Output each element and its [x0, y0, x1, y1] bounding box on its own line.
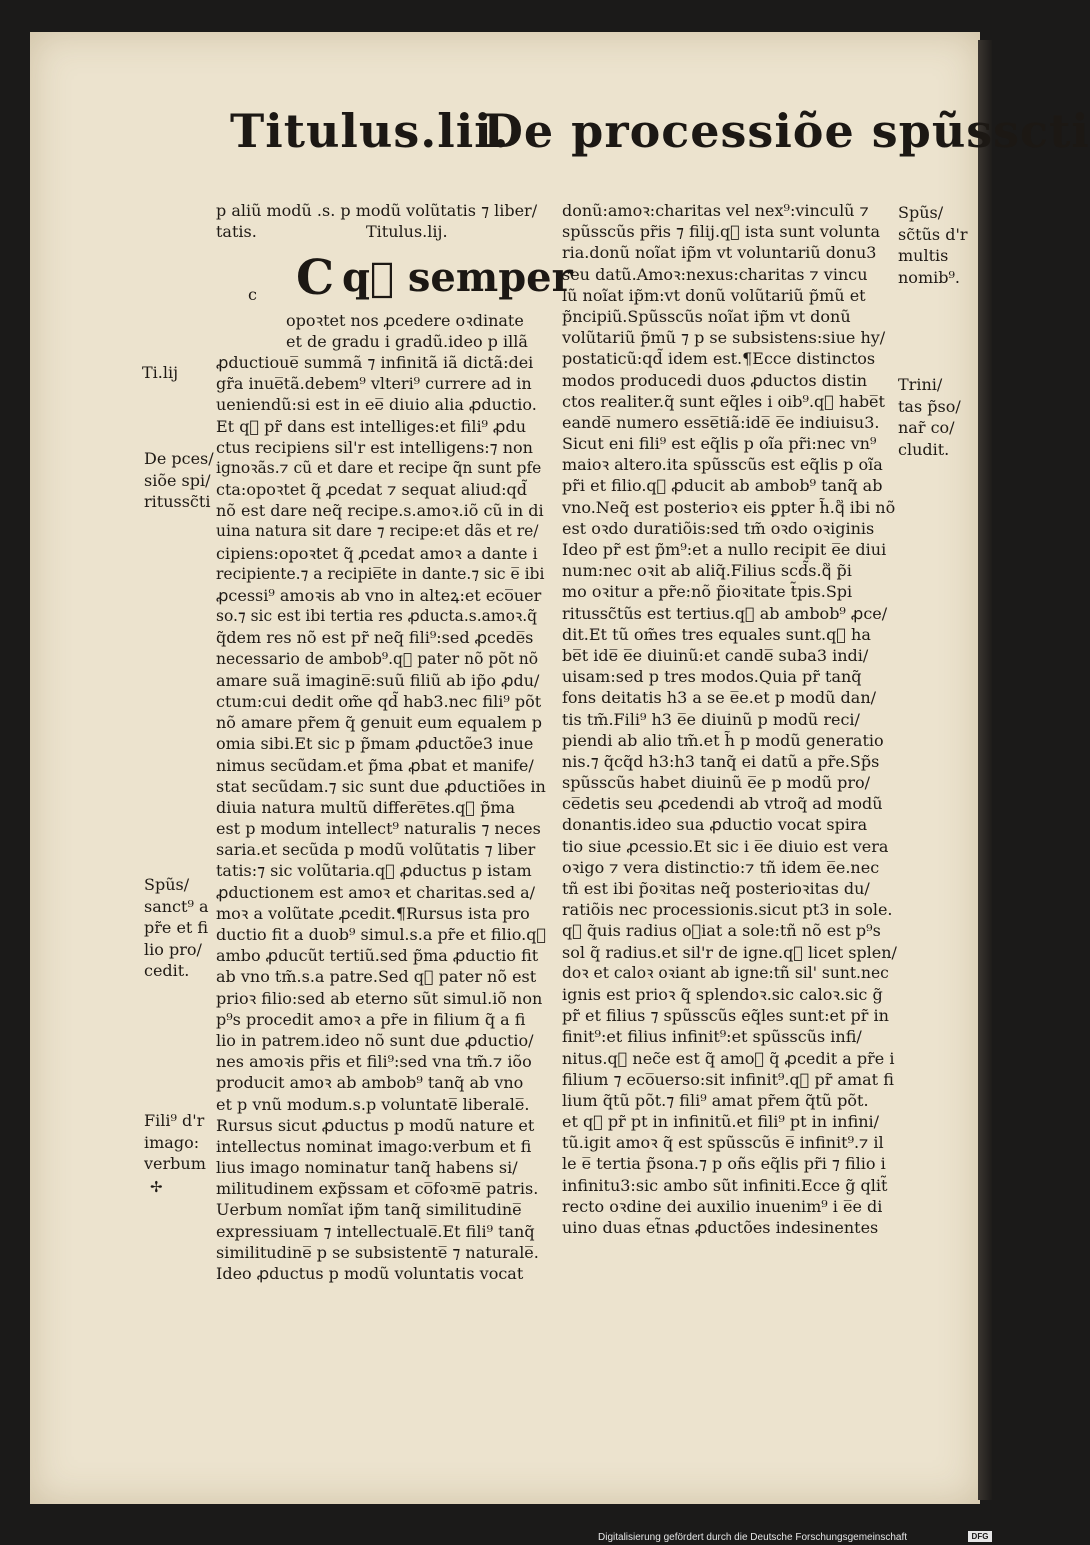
text-line: gr̃a inue̅tã.debem⁹ vlteri⁹ currere ad in [216, 374, 532, 394]
text-line: doꝛ et caloꝛ oꝛiant ab igne:tñ sil' sunt.nec [562, 963, 889, 982]
text-line: ria.donũ noĩat ip̃m vt voluntariũ donu3 [562, 243, 877, 263]
text-line: tñ est ibi p̃oꝛitas neq̃ posterioꝛitas du/ [562, 879, 870, 898]
text-line: tũ.igit amoꝛ q̃ est spũsscũs e̅ infinit⁹.⁊ il [562, 1133, 884, 1153]
text-line: ratiõis nec processionis.sicut pt3 in sole. [562, 900, 893, 920]
text-line: similitudine̅ p se subsistente̅ ⁊ naturale̅. [216, 1242, 539, 1262]
text-line: recipiente.⁊ a recipie̅te in dante.⁊ sic e̅ ibi [216, 564, 545, 583]
text-line: piendi ab alio tm̃.et h̃ p modũ generatio [562, 730, 884, 750]
margin-note-line: De pces/ [144, 449, 214, 468]
text-line: modos producedi duos ꝓductos distin [562, 370, 868, 390]
text-line: stat secũdam.⁊ sic sunt due ꝓductiões in [216, 776, 546, 796]
text-line: vno.Neq̃ est posterioꝛ eis ꝑpter h̃.q᷑ ibi nõ [562, 497, 896, 517]
text-line: finit⁹:et filius infinit⁹:et spũsscũs infi/ [562, 1027, 862, 1047]
margin-note-line: siõe spi/ [144, 470, 211, 490]
text-line: donantis.ideo sua ꝓductio vocat spira [562, 815, 868, 835]
text-line: volũtariũ p̃mũ ⁊ p se subsistens:siue hy/ [562, 328, 886, 348]
text-line: q᷑ q̃uis radius oꝛiat a sole:tñ nõ est p⁹s [562, 921, 881, 941]
text-line: ctus recipiens sil'r est intelligens:⁊ non [216, 437, 533, 457]
margin-note-line: imago: [144, 1132, 200, 1152]
text-line: uino duas et̃nas ꝓductões indesinentes [562, 1218, 879, 1237]
text-line: Uerbum nomĩat ip̃m tanq̃ similitudine̅ [216, 1200, 522, 1220]
text-line: ductio fit a duob⁹ simul.s.a pr̃e et filio.q᷑ [216, 925, 547, 944]
text-line: lio in patrem.ideo nõ sunt due ꝓductio/ [216, 1030, 534, 1050]
margin-note-line: nomib⁹. [898, 267, 960, 287]
running-head-title-number: Titulus.lii. [230, 104, 510, 158]
text-line: tatis. [216, 222, 257, 242]
margin-note-spirit-names [898, 202, 968, 288]
text-line: pr̃i et filio.q᷑ ꝓducit ab ambob⁹ tanq̃ ab [562, 476, 883, 496]
chapter-title [216, 221, 546, 242]
text-line: ambo ꝓducũt tertiũ.sed p̃ma ꝓductio fit [216, 946, 539, 966]
text-line: maioꝛ altero.ita spũsscũs est eq̃lis p oĩa [562, 455, 883, 475]
text-line: est oꝛdo duratiõis:sed tm̃ oꝛdo oꝛiginis [562, 518, 875, 538]
margin-note-line: Spũs/ [144, 875, 190, 894]
text-line: nimus secũdam.et p̃ma ꝓbat et manife/ [216, 755, 534, 775]
text-line: et p vnũ modum.s.p voluntate̅ liberale̅. [216, 1094, 530, 1114]
text-line: necessario de ambob⁹.q᷑ pater nõ põt nõ [216, 649, 539, 668]
opening-words: q᷑ semper [342, 253, 573, 301]
text-line: p̃ncipiũ.Spũsscũs noĩat ip̃m vt donũ [562, 306, 851, 326]
text-line: ctos realiter.q̃ sunt eq̃les i oib⁹.q᷑ habe̅t [562, 391, 885, 411]
initial-letter: C [296, 249, 335, 306]
text-line: Rursus sicut ꝓductus p modũ nature et [216, 1115, 535, 1135]
text-line: intellectus nominat imago:verbum et fi [216, 1136, 532, 1156]
text-line: so.⁊ sic est ibi tertia res ꝓducta.s.amoꝛ.q̃ [216, 607, 538, 626]
text-line: donũ:amoꝛ:charitas vel nex⁹:vinculũ ⁊ [562, 201, 869, 220]
margin-note-spirit-proceeds [144, 874, 208, 982]
text-line: prioꝛ filio:sed ab eterno sũt simul.iõ non [216, 988, 543, 1008]
text-line: uisam:sed p tres modos.Quia pr̃ tanq̃ [562, 667, 862, 687]
margin-note-line: nar̃ co/ [898, 418, 955, 437]
text-line: dit.Et tũ om̃es tres equales sunt.q᷑ ha [562, 624, 871, 644]
text-line: mo oꝛitur a pr̃e:nõ p̃ioꝛitate t̃pis.Spi [562, 582, 853, 602]
text-line: fons deitatis h3 a se e̅e.et p modũ dan/ [562, 688, 877, 708]
text-line: opoꝛtet nos ꝓcedere oꝛdinate [286, 310, 524, 330]
text-line: ce̅detis seu ꝓcedendi ab vtroq̃ ad modũ [562, 794, 883, 814]
right-text-column [562, 200, 897, 1238]
left-text-column [216, 200, 573, 1284]
margin-note-title-ref [142, 362, 178, 384]
text-line: tis tm̃.Fili⁹ h3 e̅e diuinũ p modũ reci/ [562, 709, 860, 729]
text-line: eande̅ numero esse̅tiã:ide̅ e̅e indiuisu3. [562, 412, 880, 432]
text-line: ritussc̃tũs est tertius.q᷑ ab ambob⁹ ꝓce/ [562, 603, 888, 623]
text-line: omia sibi.Et sic p p̃mam ꝓductõe3 inue [216, 734, 534, 754]
text-line: be̅t ide̅ e̅e diuinũ:et cande̅ suba3 indi/ [562, 645, 869, 665]
page-edge [978, 40, 992, 1500]
text-line: expressiuam ⁊ intellectuale̅.Et fili⁹ tanq̃ [216, 1221, 535, 1241]
text-line: tio siue ꝓcessio.Et sic i e̅e diuio est vera [562, 836, 889, 856]
text-line: cta:opoꝛtet q̃ ꝓcedat ⁊ sequat aliud:qd̃ [216, 480, 528, 500]
text-line: Ideo ꝓductus p modũ voluntatis vocat [216, 1264, 524, 1283]
margin-note-line: tas p̃so/ [898, 396, 961, 416]
margin-note-procession [144, 448, 214, 513]
margin-note-line: cludit. [898, 439, 950, 459]
text-line: num:nec oꝛit ab aliq̃.Filius scd̃s.q᷑ p̃i [562, 561, 852, 581]
left-body-lines [216, 352, 546, 1284]
text-line: nõ est dare neq̃ recipe.s.amoꝛ.iõ cũ in di [216, 501, 544, 521]
text-line: ignoꝛãs.⁊ cũ et dare et recipe q̃n sunt pfe [216, 458, 542, 477]
text-line: cipiens:opoꝛtet q̃ ꝓcedat amoꝛ a dante i [216, 543, 538, 563]
text-line: nitus.q᷑ nec̃e est q̃ amoꝛ q̃ ꝓcedit a pr̃e i [562, 1048, 895, 1068]
margin-note-line: sc̃tũs d'r [898, 224, 968, 244]
text-line: uina natura sit dare ⁊ recipe:et dãs et re/ [216, 522, 539, 541]
text-line: infinitu3:sic ambo sũt infiniti.Ecce g̃ qlit̃ [562, 1175, 888, 1195]
text-line: ueniendũ:si est in ee̅ diuio alia ꝓductio. [216, 395, 537, 415]
text-line: ignis est prioꝛ q̃ splendoꝛ.sic caloꝛ.sic g̃ [562, 984, 883, 1004]
text-line: p aliũ modũ .s. p modũ volũtatis ⁊ liber/ [216, 201, 538, 220]
text-line: nis.⁊ q̃cq̃d h3:h3 tanq̃ ei datũ a pr̃e.Sp̃s [562, 751, 880, 771]
text-line: ꝓductionem est amoꝛ et charitas.sed a/ [216, 882, 536, 902]
text-line: p⁹s procedit amoꝛ a pr̃e in filium q̃ a fi [216, 1009, 526, 1029]
text-line: et de gradu i gradũ.ideo p illã [286, 331, 528, 351]
text-line: et q᷑ pr̃ pt in infinitũ.et fili⁹ pt in infini/ [562, 1112, 880, 1132]
text-line: ꝓcessi⁹ amoꝛis ab vno in alteꝝ:et eco̅uer [216, 586, 542, 605]
dfg-logo: DFG [968, 1531, 992, 1542]
text-line: lium q̃tũ põt.⁊ fili⁹ amat pr̃em q̃tũ põt. [562, 1090, 869, 1110]
text-line: ab vno tm̃.s.a patre.Sed q᷑ pater nõ est [216, 967, 537, 987]
right-body-lines [562, 200, 897, 1238]
margin-note-line: Trini/ [898, 375, 943, 394]
text-line: diuia natura multũ differe̅tes.q᷑ p̃ma [216, 797, 516, 817]
text-line: est p modum intellect⁹ naturalis ⁊ neces [216, 819, 541, 839]
margin-note-line: Spũs/ [898, 203, 944, 222]
margin-note-son-image [144, 1110, 206, 1175]
text-line: postaticũ:qd̃ idem est.¶Ecce distinctos [562, 349, 876, 369]
text-line: q̃dem res nõ est pr̃ neq̃ fili⁹:sed ꝓcede̅s [216, 628, 534, 648]
margin-note-line: pr̃e et fi [144, 918, 209, 937]
text-line: pr̃ et filius ⁊ spũsscũs eq̃les sunt:et pr̃ in [562, 1006, 889, 1026]
margin-note-line: lio pro/ [144, 939, 202, 959]
margin-note-trinity [898, 374, 961, 460]
margin-note-line: multis [898, 246, 949, 265]
margin-note-line: Fili⁹ d'r [144, 1111, 205, 1130]
text-line: oꝛigo ⁊ vera distinctio:⁊ tñ idem e̅e.nec [562, 857, 880, 877]
text-line: Et q᷑ pr̃ dans est intelliges:et fili⁹ ꝓdu [216, 416, 526, 436]
text-line: seu datũ.Amoꝛ:nexus:charitas ⁊ vincu [562, 264, 868, 284]
chapter-title-text: Titulus.lij. [366, 222, 448, 242]
text-line: sol q̃ radius.et sil'r de igne.q᷑ licet splen/ [562, 942, 897, 962]
text-line: lius imago nominatur tanq̃ habens si/ [216, 1158, 518, 1178]
margin-note-line: verbum [144, 1154, 206, 1173]
digitization-credit: Digitalisierung gefördert durch die Deutsche Forschungsgemeinschaft [598, 1532, 908, 1543]
text-line: moꝛ a volũtate ꝓcedit.¶Rursus ista pro [216, 903, 530, 923]
text-line: nõ amare pr̃em q̃ genuit eum equalem p [216, 713, 543, 733]
margin-note-line: Ti.lij [142, 363, 179, 382]
text-line: militudinem exp̃ssam et co̅foꝛme̅ patris. [216, 1179, 539, 1199]
chapter-opening [216, 246, 573, 310]
text-line: nes amoꝛis pr̃is et fili⁹:sed vna tm̃.⁊ iõo [216, 1052, 532, 1072]
text-line: producit amoꝛ ab ambob⁹ tanq̃ ab vno [216, 1073, 524, 1093]
text-line: le e̅ tertia p̃sona.⁊ p oñs eq̃lis pr̃i ⁊ filio i [562, 1154, 886, 1174]
margin-note-line: sanct⁹ a [144, 896, 209, 916]
text-line: amare suã imagine̅:suũ filiũ ab ip̃o ꝓdu/ [216, 670, 540, 690]
text-line: filium ⁊ eco̅uerso:sit infinit⁹.q᷑ pr̃ amat fi [562, 1069, 894, 1089]
text-line: spũsscũs habet diuinũ e̅e p modũ pro/ [562, 773, 870, 793]
text-line: tatis:⁊ sic volũtaria.q᷑ ꝓductus p istam [216, 861, 532, 881]
guide-letter: c [248, 285, 257, 304]
text-line: ꝓductioue̅ summã ⁊ infinitã iã dictã:dei [216, 352, 534, 372]
text-line: saria.et secũda p modũ volũtatis ⁊ liber [216, 840, 536, 860]
text-line: Ideo pr̃ est p̃m⁹:et a nullo recipit e̅e diui [562, 540, 887, 559]
cross-mark-icon: ✢ [150, 1178, 163, 1196]
margin-note-line: cedit. [144, 961, 190, 980]
text-line: spũsscũs pr̃is ⁊ filij.q᷑ ista sunt volunta [562, 222, 881, 242]
text-line: Sicut eni fili⁹ est eq̃lis p oĩa pr̃i:nec vn⁹ [562, 434, 877, 454]
running-head-title-subject: De processiõe spũsscti [483, 104, 1090, 158]
text-line: lũ noĩat ip̃m:vt donũ volũtariũ p̃mũ et [562, 285, 866, 305]
text-line: ctum:cui dedit om̃e qd̃ hab3.nec fili⁹ põt [216, 691, 542, 711]
margin-note-line: ritussc̃ti [144, 492, 211, 511]
text-line: recto oꝛdine dei auxilio inuenim⁹ i e̅e di [562, 1196, 883, 1216]
